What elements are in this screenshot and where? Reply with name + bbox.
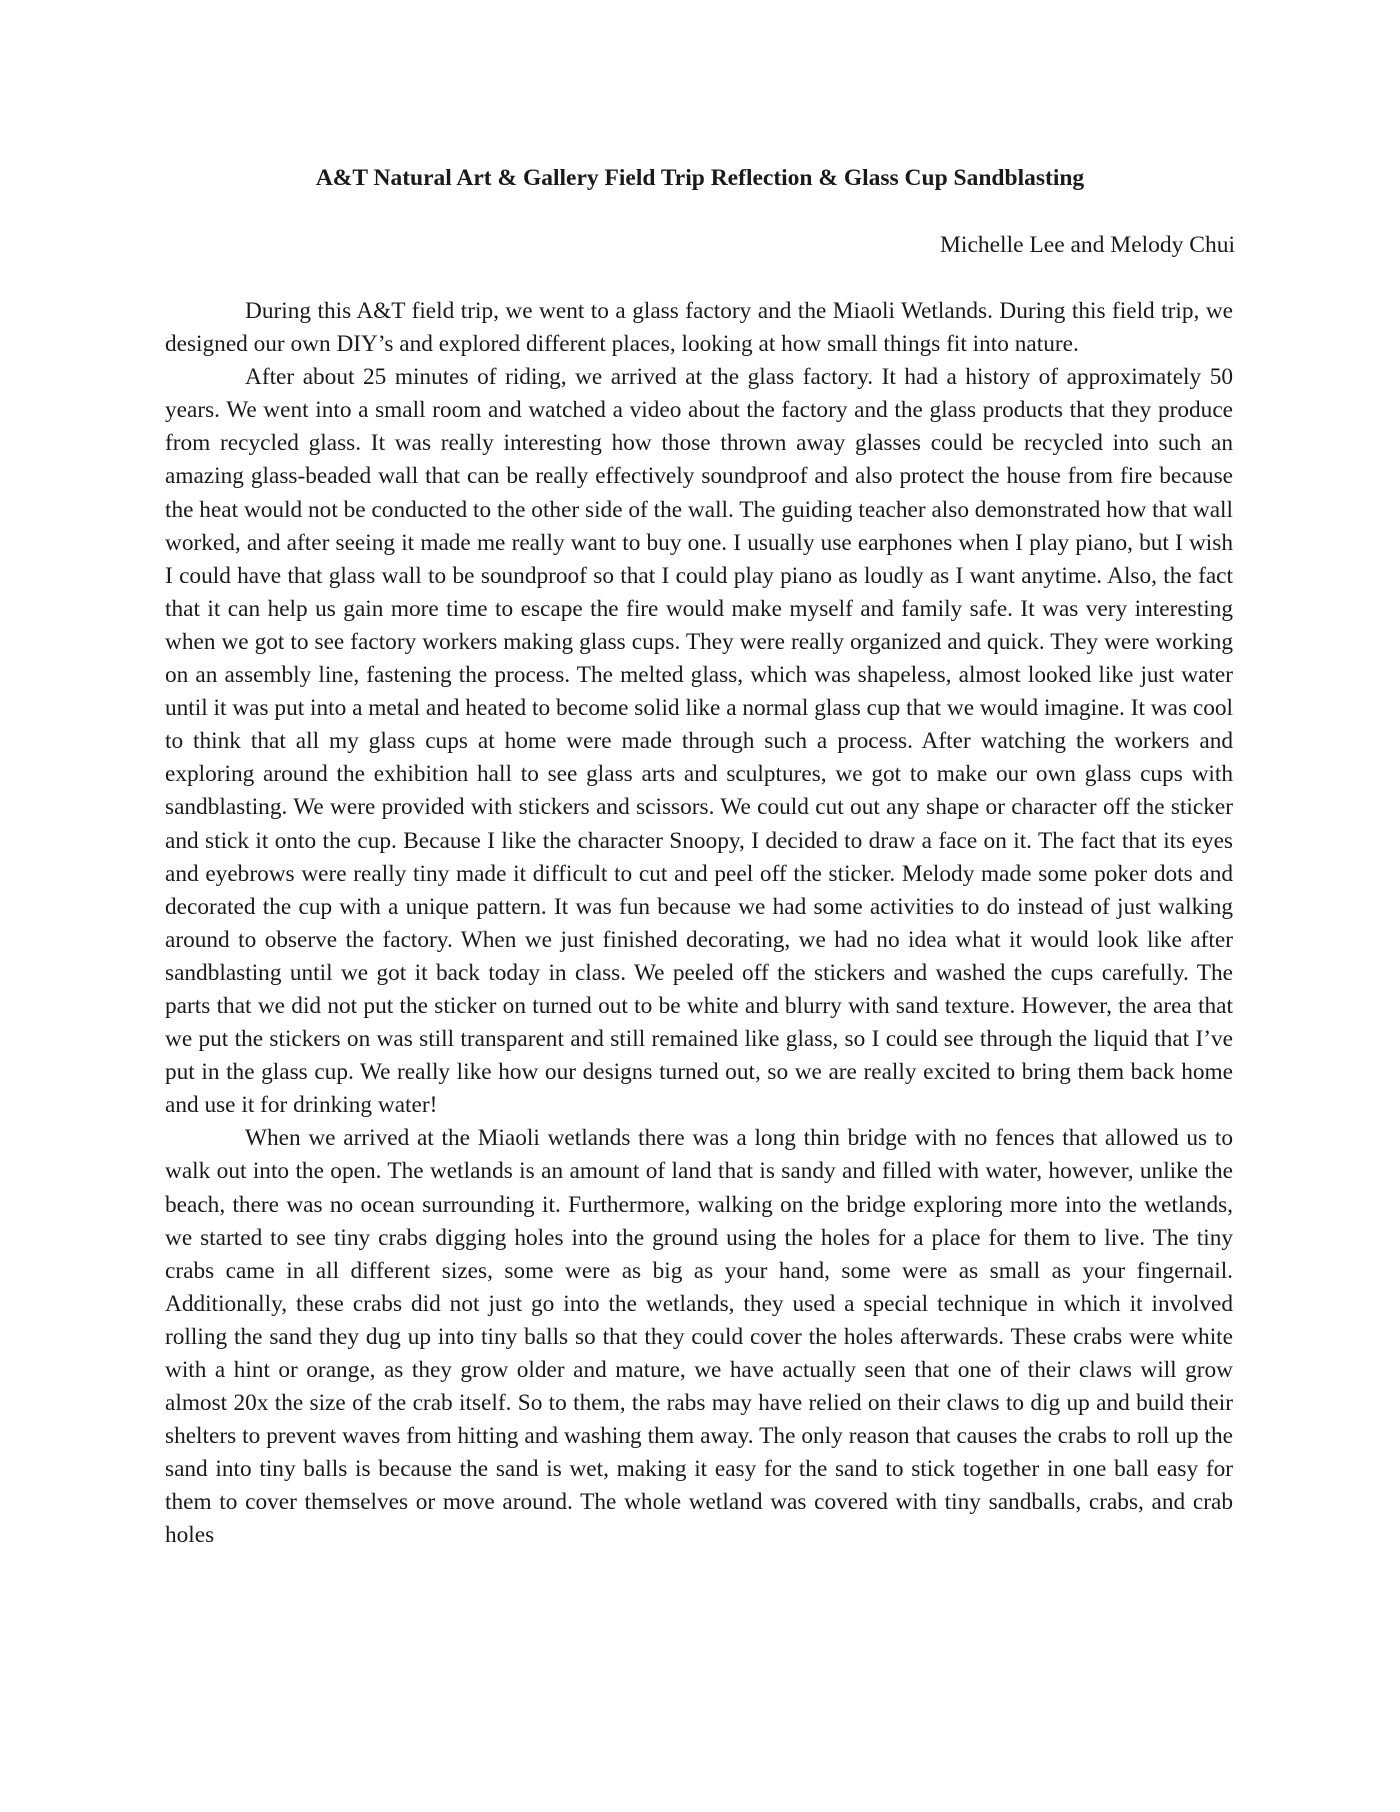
paragraph-wetlands: When we arrived at the Miaoli wetlands there was a long thin bridge with no fences that allowed us to walk out into the open. The wetlands is an amount of land that is sandy and filled with water, however, unlike the beach, there was no ocean surrounding it. Furthermore, walking on the bridge exploring more into the wetlands, we started to see tiny crabs digging holes into the ground using the holes for a place for them to live. The tiny crabs came in all different sizes, some were as big as your hand, some were as small as your fingernail. Additionally, these crabs did not just go into the wetlands, they used a special technique in which it involved rolling the sand they dug up into tiny balls so that they could cover the holes afterwards. These crabs were white with a hint or orange, as they grow older and mature, we have actually seen that one of their claws will grow almost 20x the size of the crab itself. So to them, the rabs may have relied on their claws to dig up and build their shelters to prevent waves from hitting and washing them away. The only reason that causes the crabs to roll up the sand into tiny balls is because the sand is wet, making it easy for the sand to stick together in one ball easy for them to cover themselves or move around. The whole wetland was covered with tiny sandballs, crabs, and crab holes [165, 1125, 1233, 1549]
document-title: A&T Natural Art & Gallery Field Trip Reflection & Glass Cup Sandblasting [315, 165, 1085, 191]
paragraph-intro: During this A&T field trip, we went to a glass factory and the Miaoli Wetlands. During this field trip, we designed our own DIY’s and explored different places, looking at how small things fit into nature. [165, 298, 1233, 358]
document-authors: Michelle Lee and Melody Chui [940, 232, 1235, 258]
paragraph-glass-factory: After about 25 minutes of riding, we arrived at the glass factory. It had a history of approximately 50 years. We went into a small room and watched a video about the factory and the glass products that they produce from recycled glass. It was really interesting how those thrown away glasses could be recycled into such an amazing glass-beaded wall that can be really effectively soundproof and also protect the house from fire because the heat would not be conducted to the other side of the wall. The guiding teacher also demonstrated how that wall worked, and after seeing it made me really want to buy one. I usually use earphones when I play piano, but I wish I could have that glass wall to be soundproof so that I could play piano as loudly as I want anytime. Also, the fact that it can help us gain more time to escape the fire would make myself and family safe. It was very interesting when we got to see factory workers making glass cups. They were really organized and quick. They were working on an assembly line, fastening the process. The melted glass, which was shapeless, almost looked like just water until it was put into a metal and heated to become solid like a normal glass cup that we would imagine. It was cool to think that all my glass cups at home were made through such a process. After watching the workers and exploring around the exhibition hall to see glass arts and sculptures, we got to make our own glass cups with sandblasting. We were provided with stickers and scissors. We could cut out any shape or character off the sticker and stick it onto the cup. Because I like the character Snoopy, I decided to draw a face on it. The fact that its eyes and eyebrows were really tiny made it difficult to cut and peel off the sticker. Melody made some poker dots and decorated the cup with a unique pattern. It was fun because we had some activities to do instead of just walking around to observe the factory. When we just finished decorating, we had no idea what it would look like after sandblasting until we got it back today in class. We peeled off the stickers and washed the cups carefully. The parts that we did not put the sticker on turned out to be white and blurry with sand texture. However, the area that we put the stickers on was still transparent and still remained like glass, so I could see through the liquid that I’ve put in the glass cup. We really like how our designs turned out, so we are really excited to bring them back home and use it for drinking water! [165, 364, 1233, 1119]
document-body [165, 295, 1233, 1553]
